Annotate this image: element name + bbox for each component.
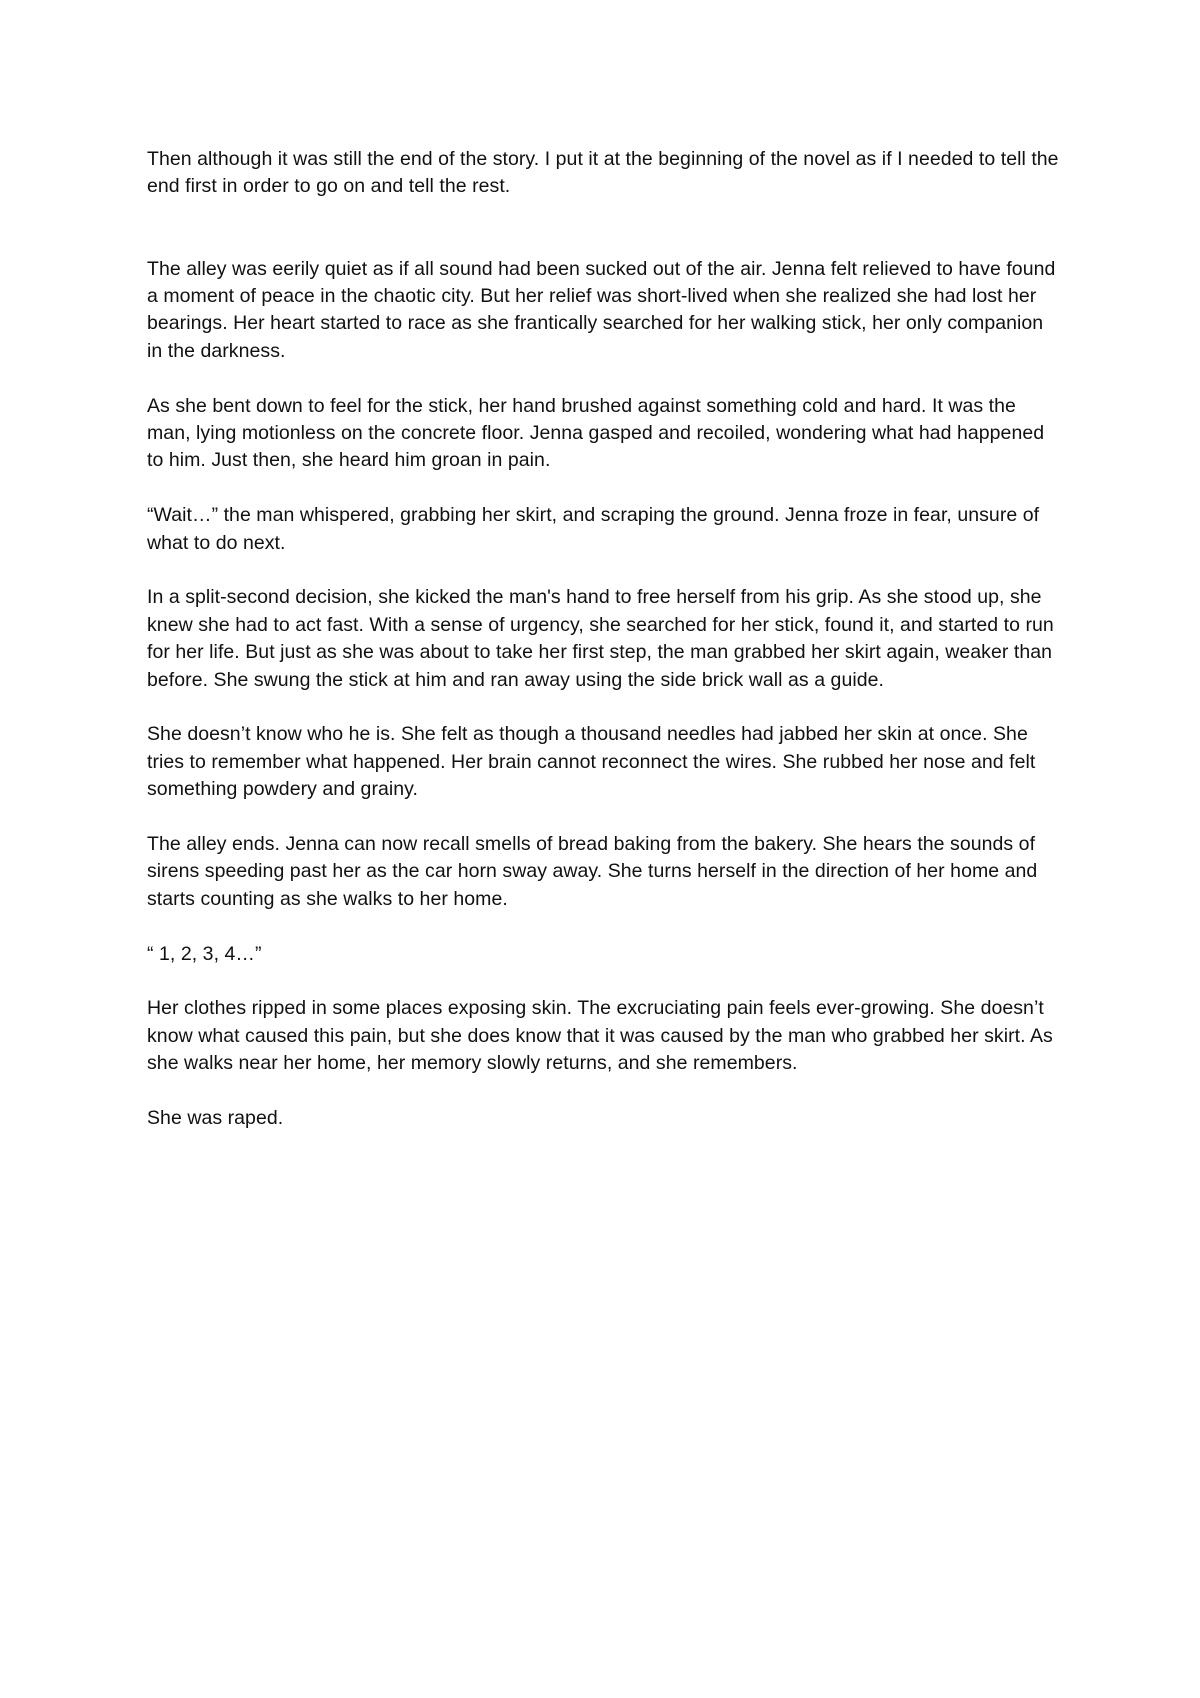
paragraph-alley-ends: The alley ends. Jenna can now recall smells of bread baking from the bakery. She hears the sounds of sirens speeding past her as the car horn sway away. She turns herself in the direction of her home and starts counting as she walks to her home. — [147, 833, 1038, 910]
paragraph-doesnt-know: She doesn’t know who he is. She felt as though a thousand needles had jabbed her skin at once. She tries to remember what happened. Her brain cannot reconnect the wires. She rubbed her nose and felt something powdery and grainy. — [147, 723, 1036, 801]
paragraph-intro: Then although it was still the end of the story. I put it at the beginning of the novel as if I needed to tell the end first in order to go on and tell the rest. — [147, 148, 1059, 198]
paragraph-alley-quiet: The alley was eerily quiet as if all sound had been sucked out of the air. Jenna felt relieved to have found a moment of peace in the chaotic city. But her relief was short-lived when she realized she had lost her bearings. Her heart started to race as she frantically searched for her walking stick, her only companion in the darkness. — [147, 257, 1056, 362]
paragraph-wait: “Wait…” the man whispered, grabbing her skirt, and scraping the ground. Jenna froze in fear, unsure of what to do next. — [147, 504, 1040, 554]
paragraph-split-second: In a split-second decision, she kicked the man's hand to free herself from his grip. As she stood up, she knew she had to act fast. With a sense of urgency, she searched for her stick, found it, and started to run for her life. But just as she was about to take her first step, the man grabbed her skirt again, weaker than before. She swung the stick at him and ran away using the side brick wall as a guide. — [147, 586, 1054, 691]
paragraph-clothes-ripped: Her clothes ripped in some places exposing skin. The excruciating pain feels ever-growing. She doesn’t know what caused this pain, but she does know that it was caused by the man who grabbed her skirt. As she walks near her home, her memory slowly returns, and she remembers. — [147, 997, 1053, 1075]
paragraph-final: She was raped. — [147, 1107, 284, 1130]
paragraph-bent-down: As she bent down to feel for the stick, her hand brushed against something cold and hard. It was the man, lying motionless on the concrete floor. Jenna gasped and recoiled, wondering what had happened to him. Just then, she heard him groan in pain. — [147, 394, 1045, 472]
document-body — [147, 146, 1059, 1160]
paragraph-counting: “ 1, 2, 3, 4…” — [147, 942, 262, 965]
